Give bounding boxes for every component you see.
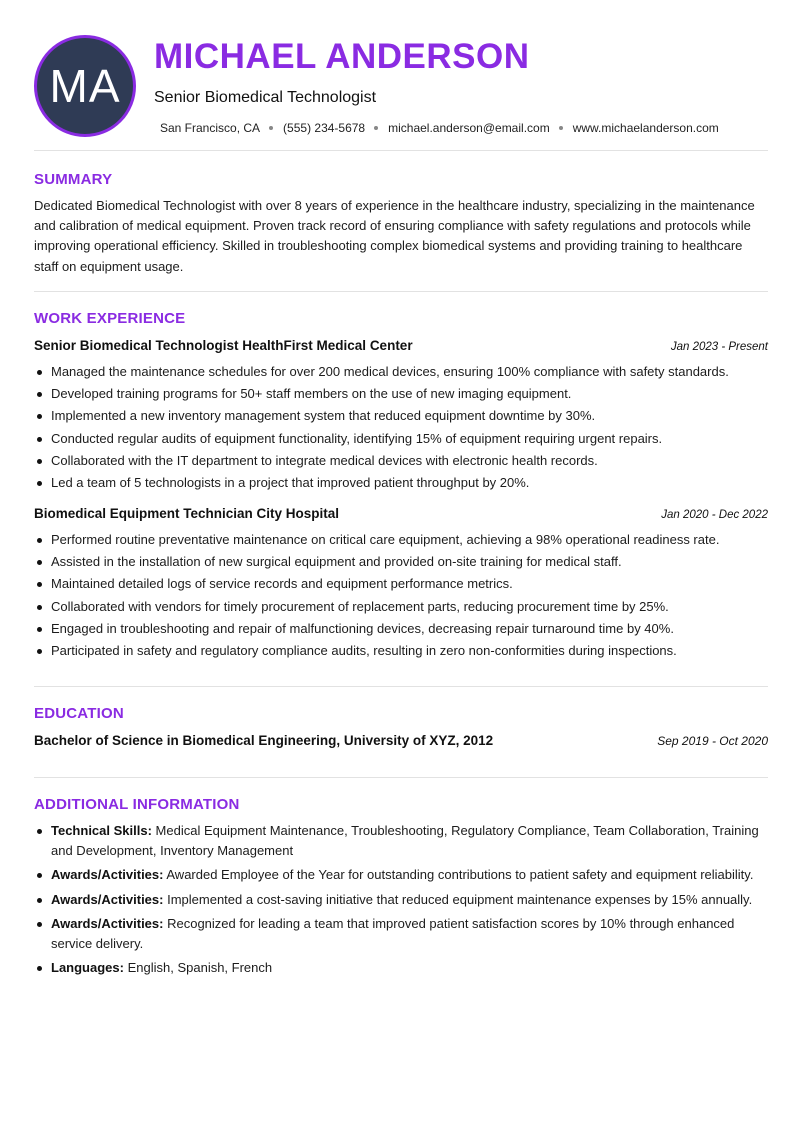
additional-information-list bbox=[34, 821, 768, 983]
job-dates: Jan 2020 - Dec 2022 bbox=[661, 509, 768, 521]
item-text: Awarded Employee of the Year for outstanding contributions to patient safety and equipment reliability. bbox=[166, 867, 754, 882]
list-item bbox=[34, 914, 768, 953]
candidate-name: MICHAEL ANDERSON bbox=[154, 37, 530, 76]
job-header bbox=[34, 338, 768, 353]
contact-website[interactable]: www.michaelanderson.com bbox=[572, 121, 719, 135]
divider bbox=[34, 777, 768, 778]
item-label: Awards/Activities: bbox=[51, 891, 164, 907]
contact-phone: (555) 234-5678 bbox=[283, 121, 366, 135]
degree: Bachelor of Science in Biomedical Engineering, University of XYZ, 2012 bbox=[34, 733, 494, 748]
list-item: Engaged in troubleshooting and repair of malfunctioning devices, decreasing repair turnaround time by 40%. bbox=[34, 618, 768, 640]
item-label: Technical Skills: bbox=[51, 823, 152, 838]
summary-heading: SUMMARY bbox=[34, 171, 113, 188]
list-item: Assisted in the installation of new surgical equipment and provided on-site training for medical staff. bbox=[34, 551, 768, 573]
item-text: Recognized for leading a team that improved patient satisfaction scores by 10% through enhanced service delivery. bbox=[51, 916, 735, 951]
list-item: Collaborated with vendors for timely procurement of replacement parts, reducing procurement time by 25%. bbox=[34, 596, 768, 618]
job-bullets bbox=[34, 361, 768, 494]
list-item bbox=[34, 865, 768, 885]
candidate-title: Senior Biomedical Technologist bbox=[154, 89, 377, 106]
contact-email[interactable]: michael.anderson@email.com bbox=[388, 121, 550, 135]
contact-info bbox=[160, 120, 719, 136]
item-text: English, Spanish, French bbox=[127, 960, 273, 975]
item-text: Implemented a cost-saving initiative that reduced equipment maintenance expenses by 15% annually. bbox=[167, 891, 753, 907]
education-entry bbox=[34, 733, 768, 748]
avatar bbox=[34, 35, 136, 137]
item-label: Languages: bbox=[51, 960, 124, 975]
job-title: Biomedical Equipment Technician City Hospital bbox=[34, 506, 340, 521]
divider bbox=[34, 150, 768, 151]
list-item: Participated in safety and regulatory compliance audits, resulting in zero non-conformities during inspections. bbox=[34, 640, 768, 662]
list-item: Maintained detailed logs of service records and equipment performance metrics. bbox=[34, 573, 768, 595]
divider bbox=[34, 291, 768, 292]
job-title: Senior Biomedical Technologist HealthFirst Medical Center bbox=[34, 338, 413, 353]
resume-header bbox=[34, 0, 768, 150]
list-item bbox=[34, 890, 768, 910]
education-dates: Sep 2019 - Oct 2020 bbox=[657, 734, 768, 748]
list-item: Performed routine preventative maintenance on critical care equipment, achieving a 98% operational readiness rate. bbox=[34, 529, 768, 551]
item-text: Medical Equipment Maintenance, Troubleshooting, Regulatory Compliance, Team Collaboration, Training and Development, Inventory Management bbox=[51, 823, 759, 858]
list-item: Led a team of 5 technologists in a project that improved patient throughput by 20%. bbox=[34, 472, 768, 494]
separator-dot bbox=[374, 126, 378, 130]
separator-dot bbox=[269, 126, 273, 130]
list-item: Managed the maintenance schedules for over 200 medical devices, ensuring 100% compliance with safety standards. bbox=[34, 361, 768, 383]
job-header bbox=[34, 506, 768, 521]
contact-location: San Francisco, CA bbox=[160, 121, 261, 135]
list-item: Implemented a new inventory management system that reduced equipment downtime by 30%. bbox=[34, 405, 768, 427]
item-label: Awards/Activities: bbox=[51, 916, 164, 931]
resume-page bbox=[34, 0, 768, 975]
summary-text: Dedicated Biomedical Technologist with over 8 years of experience in the healthcare industry, specializing in the maintenance and calibration of medical equipment. Proven track record of ensuring compliance with safety regulations and protocols while improving operational efficiency. Skilled in troubleshooting complex biomedical systems and providing training to healthcare staff on equipment usage. bbox=[34, 198, 755, 274]
avatar-initials: MA bbox=[49, 60, 121, 112]
list-item: Conducted regular audits of equipment functionality, identifying 15% of equipment requiring urgent repairs. bbox=[34, 428, 768, 450]
additional-information-heading: ADDITIONAL INFORMATION bbox=[34, 796, 240, 813]
separator-dot bbox=[559, 126, 563, 130]
list-item: Developed training programs for 50+ staff members on the use of new imaging equipment. bbox=[34, 383, 768, 405]
divider bbox=[34, 686, 768, 687]
list-item bbox=[34, 958, 768, 978]
work-experience-heading: WORK EXPERIENCE bbox=[34, 310, 186, 327]
job-bullets bbox=[34, 529, 768, 662]
job-dates: Jan 2023 - Present bbox=[670, 341, 768, 353]
list-item bbox=[34, 821, 768, 860]
item-label: Awards/Activities: bbox=[51, 867, 164, 882]
list-item: Collaborated with the IT department to integrate medical devices with electronic health records. bbox=[34, 450, 768, 472]
education-heading: EDUCATION bbox=[34, 705, 124, 722]
